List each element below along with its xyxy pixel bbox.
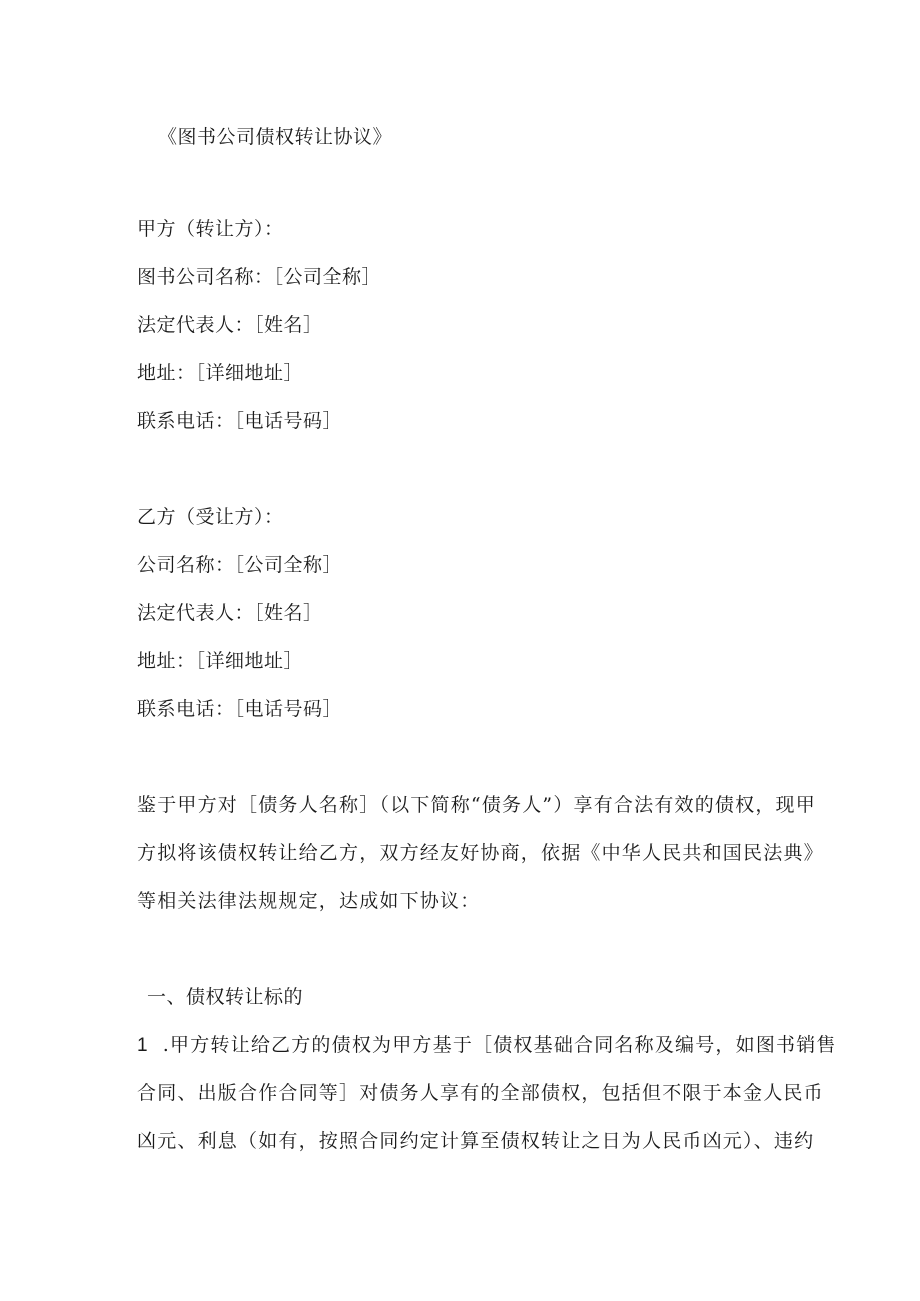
party-a-heading: 甲方（转让方）： [137, 218, 284, 240]
document-title: 《图书公司债权转让协议》 [158, 126, 393, 148]
item-number: 1 [137, 1035, 149, 1056]
party-a-address: 地址：［详细地址］ [137, 362, 304, 384]
party-b-representative: 法定代表人：［姓名］ [137, 602, 323, 624]
party-b-address: 地址：［详细地址］ [137, 650, 304, 672]
section-1-heading: 一、债权转让标的 [147, 986, 304, 1008]
section-1-item-1-line [137, 1033, 837, 1058]
party-b-heading: 乙方（受让方）： [137, 506, 284, 528]
preamble-line: 鉴于甲方对［债务人名称］（以下简称“债务人”）享有合法有效的债权，现甲 [137, 794, 816, 816]
section-1-item-1-line: 凶元、利息（如有，按照合同约定计算至债权转让之日为人民币凶元）、违约 [137, 1130, 815, 1152]
party-b-name: 公司名称：［公司全称］ [137, 554, 343, 576]
party-b-phone: 联系电话：［电话号码］ [137, 698, 343, 720]
section-1-item-1-line: 合同、出版合作合同等］对债务人享有的全部债权，包括但不限于本金人民币 [137, 1082, 824, 1104]
item-text: .甲方转让给乙方的债权为甲方基于［债权基础合同名称及编号，如图书销售 [162, 1034, 837, 1056]
party-a-representative: 法定代表人：［姓名］ [137, 314, 323, 336]
party-a-phone: 联系电话：［电话号码］ [137, 410, 343, 432]
party-a-name: 图书公司名称：［公司全称］ [137, 266, 382, 288]
preamble-line: 等相关法律法规规定，达成如下协议： [137, 890, 481, 912]
preamble-line: 方拟将该债权转让给乙方，双方经友好协商，依据《中华人民共和国民法典》 [137, 842, 824, 864]
